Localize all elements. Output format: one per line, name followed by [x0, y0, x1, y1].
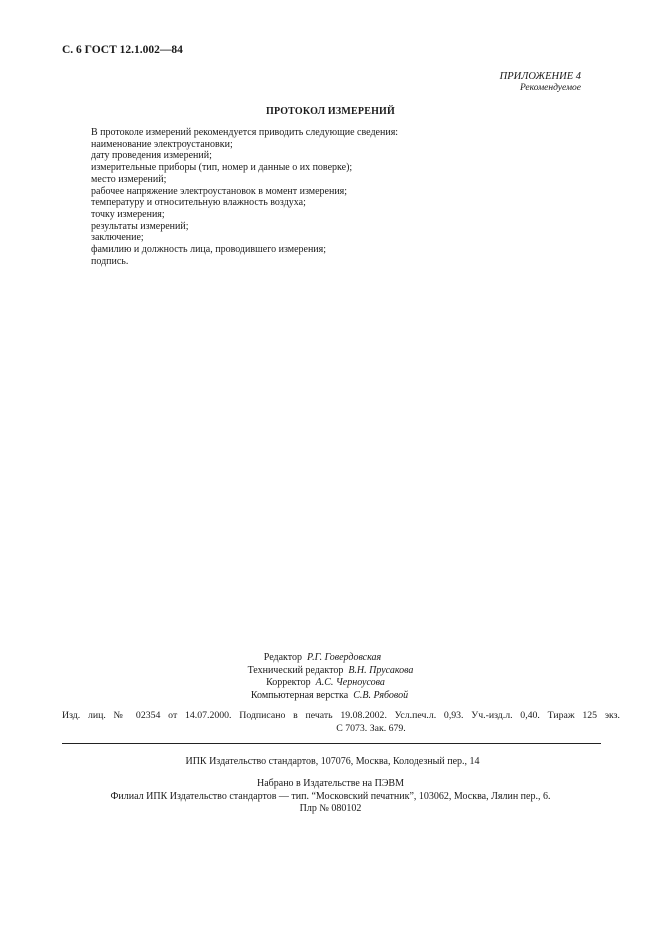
staff-row-layout [0, 690, 661, 703]
document-title: ПРОТОКОЛ ИЗМЕРЕНИЙ [265, 106, 396, 117]
staff-name: В.Н. Прусакова [348, 664, 414, 676]
staff-name: А.С. Черноусова [315, 677, 385, 688]
list-item: подпись. [91, 255, 129, 267]
publisher-address: ИПК Издательство стандартов, 107076, Москва, Колодезный пер., 14 [185, 756, 480, 767]
list-item: фамилию и должность лица, проводившего измерения; [91, 244, 327, 256]
list-item: рабочее напряжение электроустановок в момент измерения; [91, 185, 348, 197]
list-item: место измерений; [91, 173, 167, 185]
items-list [91, 139, 398, 268]
appendix-label-block [500, 71, 581, 94]
staff-row-tech-editor [0, 665, 661, 678]
editorial-staff [0, 652, 661, 702]
staff-role: Технический редактор [247, 664, 344, 676]
staff-role: Корректор [266, 677, 311, 688]
list-item: результаты измерений; [91, 220, 189, 232]
intro-text: В протоколе измерений рекомендуется приводить следующие сведения: [91, 127, 399, 138]
list-item: измерительные приборы (тип, номер и данные о их поверке); [91, 162, 353, 174]
list-item: заключение; [91, 232, 144, 244]
staff-role: Редактор [263, 652, 303, 663]
staff-role: Компьютерная верстка [250, 689, 349, 701]
list-item: точку измерения; [91, 208, 165, 220]
appendix-status: Рекомендуемое [519, 83, 581, 93]
staff-name: С.В. Рябовой [353, 689, 409, 701]
page-header: С. 6 ГОСТ 12.1.002—84 [62, 44, 183, 56]
staff-row-proofreader [0, 677, 661, 690]
staff-name: Р.Г. Говердовская [307, 652, 382, 663]
typeset-note: Набрано в Издательстве на ПЭВМ [257, 778, 404, 789]
appendix-number: ПРИЛОЖЕНИЕ 4 [499, 71, 581, 82]
list-item: дату проведения измерений; [91, 150, 212, 162]
list-item: наименование электроустановки; [91, 138, 233, 150]
plr-number: Плр № 080102 [299, 803, 362, 814]
printer-address: Филиал ИПК Издательство стандартов — тип. “Московский печатник”, 103062, Москва, Лялин пер., 6. [110, 790, 551, 802]
imprint-line-1: Изд. лиц. № 02354 от 14.07.2000. Подписано в печать 19.08.2002. Усл.печ.л. 0,93. Уч.-изд.л. 0,40. Тираж 125 экз. [62, 710, 620, 721]
list-item: температуру и относительную влажность воздуха; [91, 197, 306, 209]
staff-row-editor [0, 652, 661, 665]
horizontal-divider [62, 743, 601, 744]
imprint-line-2: С 7073. Зак. 679. [336, 722, 406, 734]
printing-info [0, 778, 661, 816]
imprint-block [62, 710, 620, 735]
document-body [91, 127, 398, 267]
